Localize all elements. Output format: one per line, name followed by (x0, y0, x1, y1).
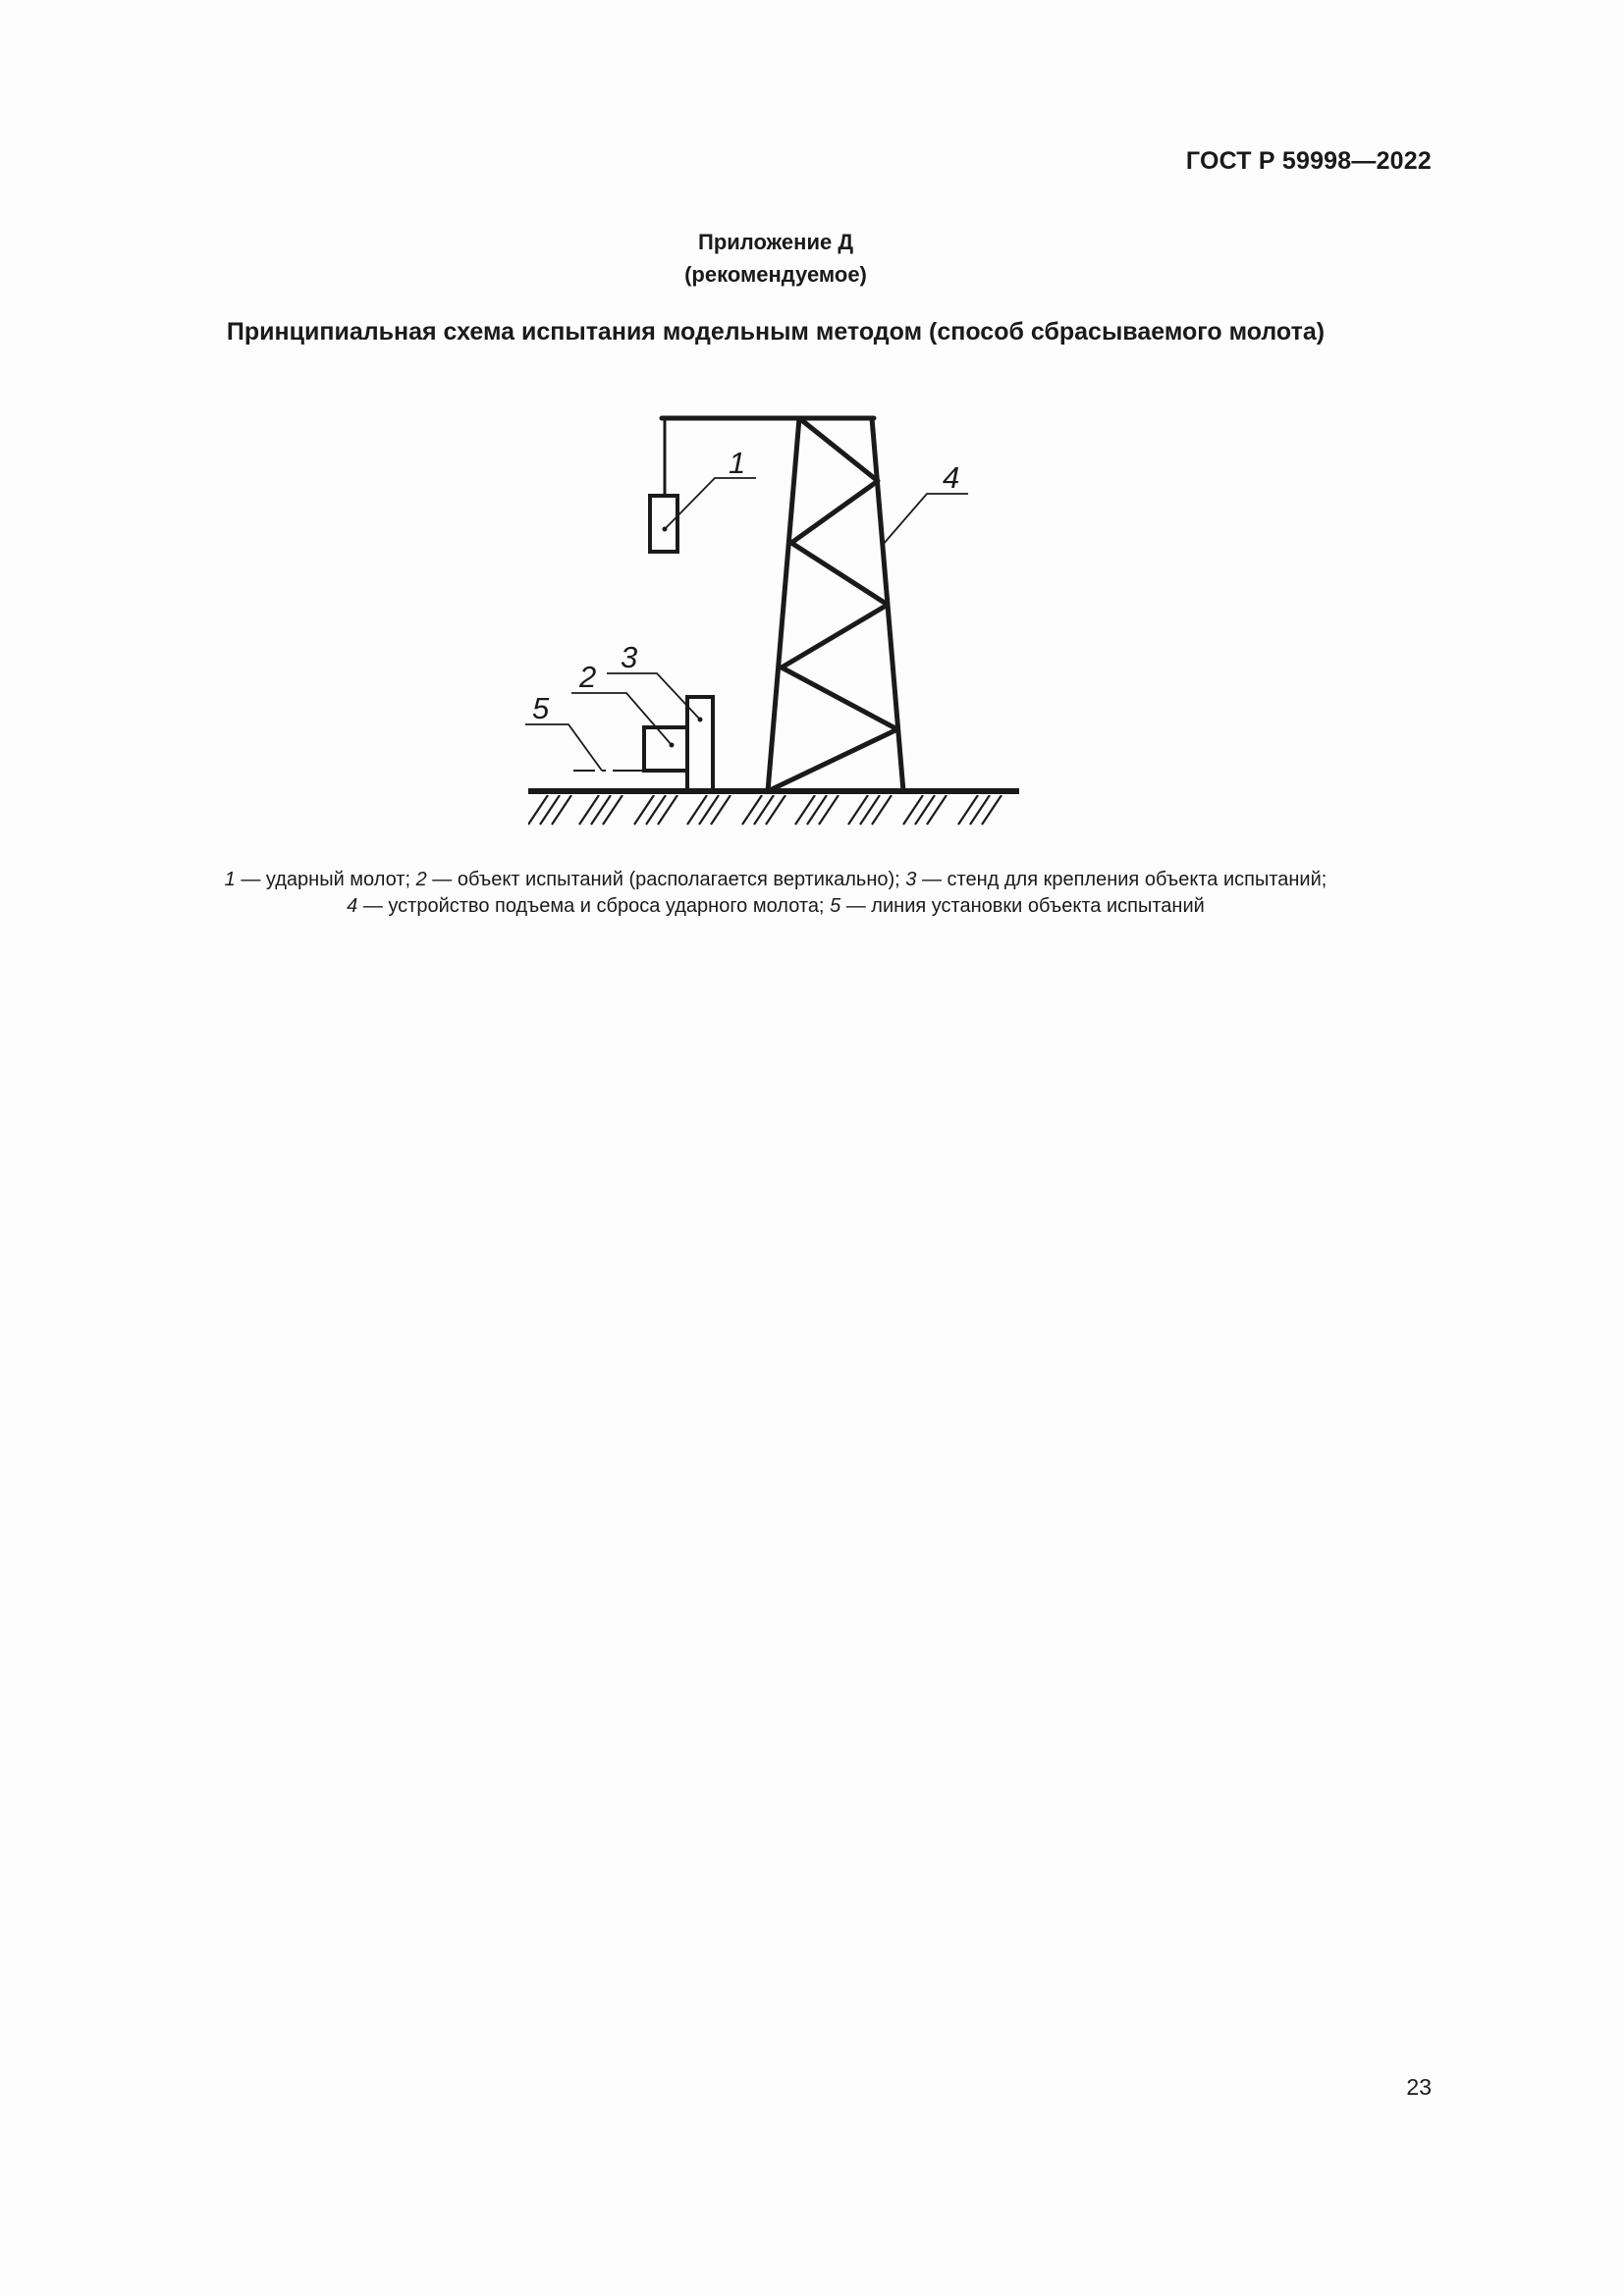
caption-num-2: 2 (415, 869, 427, 890)
caption-num-1: 1 (224, 869, 236, 890)
caption-text-4: — устройство подъема и сброса ударного молота; (357, 895, 831, 917)
appendix-status: (рекомендуемое) (684, 262, 867, 287)
appendix-title: Приложение Д (698, 230, 853, 254)
leader-lines (525, 478, 968, 771)
leader-2 (571, 693, 672, 745)
impact-hammer (650, 496, 677, 552)
caption-text-1: — ударный молот; (235, 869, 416, 890)
page-number: 23 (1406, 2074, 1432, 2100)
caption-text-3: — стенд для крепления объекта испытаний; (916, 869, 1327, 890)
tower-left-leg (768, 418, 799, 791)
label-2: 2 (579, 660, 597, 694)
caption-line-1 (0, 867, 1551, 893)
caption-num-4: 4 (347, 895, 358, 917)
caption-text-2: — объект испытаний (располагается вертикально); (426, 869, 906, 890)
leader-4 (883, 494, 968, 545)
lifting-tower (662, 418, 903, 791)
test-scheme-diagram (0, 0, 1624, 864)
caption-text-5: — линия установки объекта испытаний (840, 895, 1205, 917)
test-object (644, 727, 687, 771)
label-1: 1 (729, 446, 746, 480)
caption-num-5: 5 (830, 895, 841, 917)
label-4: 4 (943, 460, 960, 495)
caption-line-2 (0, 893, 1551, 920)
figure-caption (0, 867, 1551, 920)
document-code: ГОСТ Р 59998—2022 (1185, 147, 1432, 175)
caption-num-3: 3 (905, 869, 917, 890)
leader-5 (525, 724, 602, 771)
ground-hatching (528, 795, 1001, 825)
label-5: 5 (532, 691, 550, 725)
label-3: 3 (621, 640, 638, 674)
scheme-title: Принципиальная схема испытания модельным методом (способ сбрасываемого молота) (226, 318, 1326, 346)
